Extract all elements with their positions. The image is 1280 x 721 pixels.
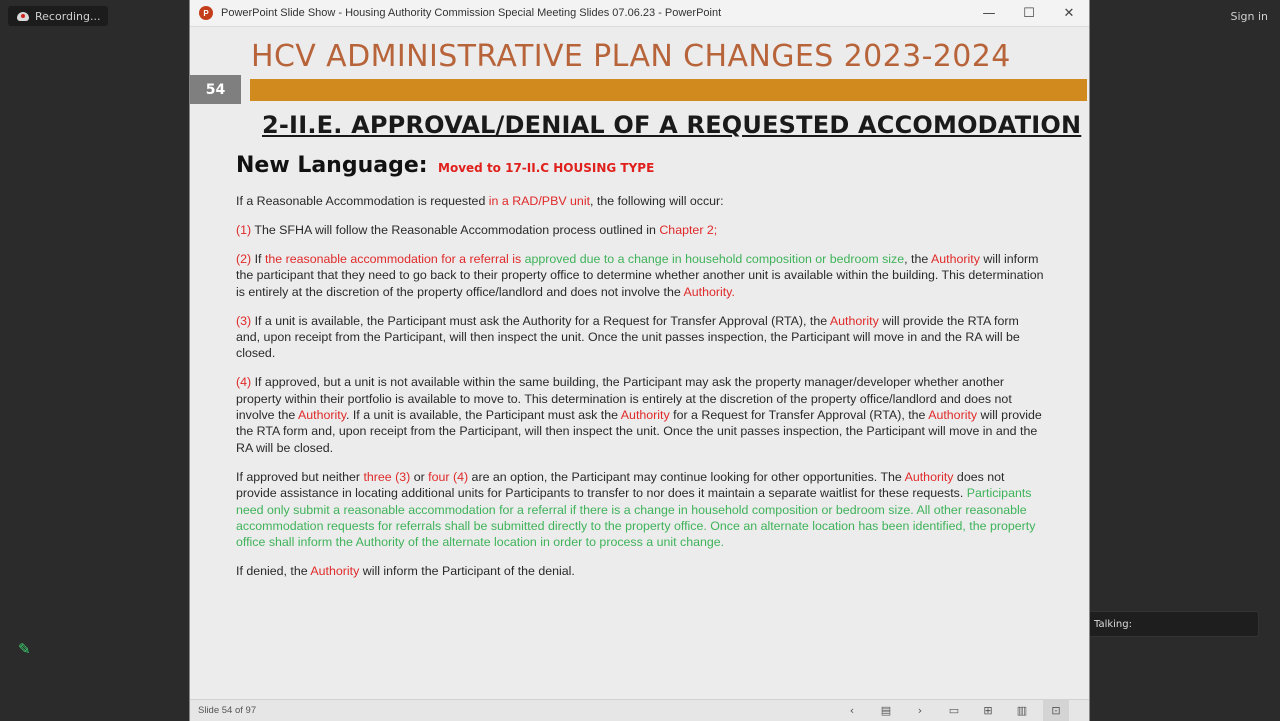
maximize-button[interactable]: ☐ [1023,5,1035,21]
slide-title: HCV ADMINISTRATIVE PLAN CHANGES 2023-2024 [251,39,1011,74]
title-bar [190,0,1089,27]
paragraph-1: (1) The SFHA will follow the Reasonable Accommodation process outlined in Chapter 2; [236,222,718,237]
title-divider-bar [250,79,1087,101]
powerpoint-window [190,0,1089,720]
window-title: PowerPoint Slide Show - Housing Authority Commission Special Meeting Slides 07.06.23 - PowerPoint [221,7,722,19]
close-button[interactable]: ✕ [1063,5,1075,21]
powerpoint-app-icon: P [199,6,213,20]
pencil-icon[interactable]: ✎ [18,640,31,658]
slide-number-badge: 54 [190,75,241,104]
new-language-label: New Language: [236,153,428,178]
notes-icon[interactable]: ▤ [880,704,892,717]
slide-counter: Slide 54 of 97 [198,705,257,716]
recording-label: Recording... [35,9,101,23]
paragraph-intro: If a Reasonable Accommodation is requested in a RAD/PBV unit, the following will occur: [236,194,724,208]
paragraph-denied: If denied, the Authority will inform the Participant of the denial. [236,564,575,579]
talking-indicator: Talking: [1071,611,1259,637]
status-bar [190,699,1089,721]
slide-body [236,193,1046,592]
paragraph-3: (3) If a unit is available, the Participant must ask the Authority for a Request for Transfer Approval (RTA), the Authority will provide the RTA form and, upon receipt from the Participant, will then inspect the unit. Once the unit passes inspection, the Participant will move in and the RA will be closed. [236,313,1020,361]
reading-view-icon[interactable]: ▥ [1016,704,1028,717]
slide-canvas [190,27,1089,699]
normal-view-icon[interactable]: ▭ [948,704,960,717]
chevron-right-icon[interactable]: › [917,704,923,717]
paragraph-2: (2) If the reasonable accommodation for a referral is approved due to a change in household composition or bedroom size, the Authority will inform the participant that they need to go back to their property office to determine whether another unit is available within the building. This determination is entirely at the discretion of the property office/landlord and does not involve the Authority. [236,251,1044,299]
sign-in-link[interactable]: Sign in [1230,10,1268,23]
slideshow-icon[interactable]: ⊡ [1043,700,1069,721]
chevron-left-icon[interactable]: ‹ [849,704,855,717]
new-language-heading [236,153,654,178]
paragraph-5: If approved but neither three (3) or four (4) are an option, the Participant may continue looking for other opportunities. The Authority does not provide assistance in locating additional units for Participants to transfer to nor does it maintain a separate waitlist for these requests. Participants need only submit a reasonable accommodation for a referral if there is a change in household composition or bedroom size. All other reasonable accommodation requests for referrals shall be submitted directly to the property office. Once an alternate location has been identified, the property office shall inform the Authority of the alternate location in order to process a unit change. [236,469,1036,550]
slide-sorter-icon[interactable]: ⊞ [983,704,993,717]
moved-note: Moved to 17-II.C HOUSING TYPE [438,161,655,175]
recording-indicator[interactable] [8,6,108,26]
minimize-button[interactable]: — [982,5,996,21]
cloud-record-icon [17,12,29,21]
section-heading: 2-II.E. APPROVAL/DENIAL OF A REQUESTED ACCOMODATION [262,111,1082,139]
paragraph-4: (4) If approved, but a unit is not available within the same building, the Participant may ask the property manager/developer whether another property within their portfolio is available to move to. This determination is entirely at the discretion of the property office/landlord and does not involve the Authority. If a unit is available, the Participant must ask the Authority for a Request for Transfer Approval (RTA), the Authority will provide the RTA form and, upon receipt from the Participant, will then inspect the unit. Once the unit passes inspection, the Participant will move in and the RA will be closed. [236,375,1042,455]
